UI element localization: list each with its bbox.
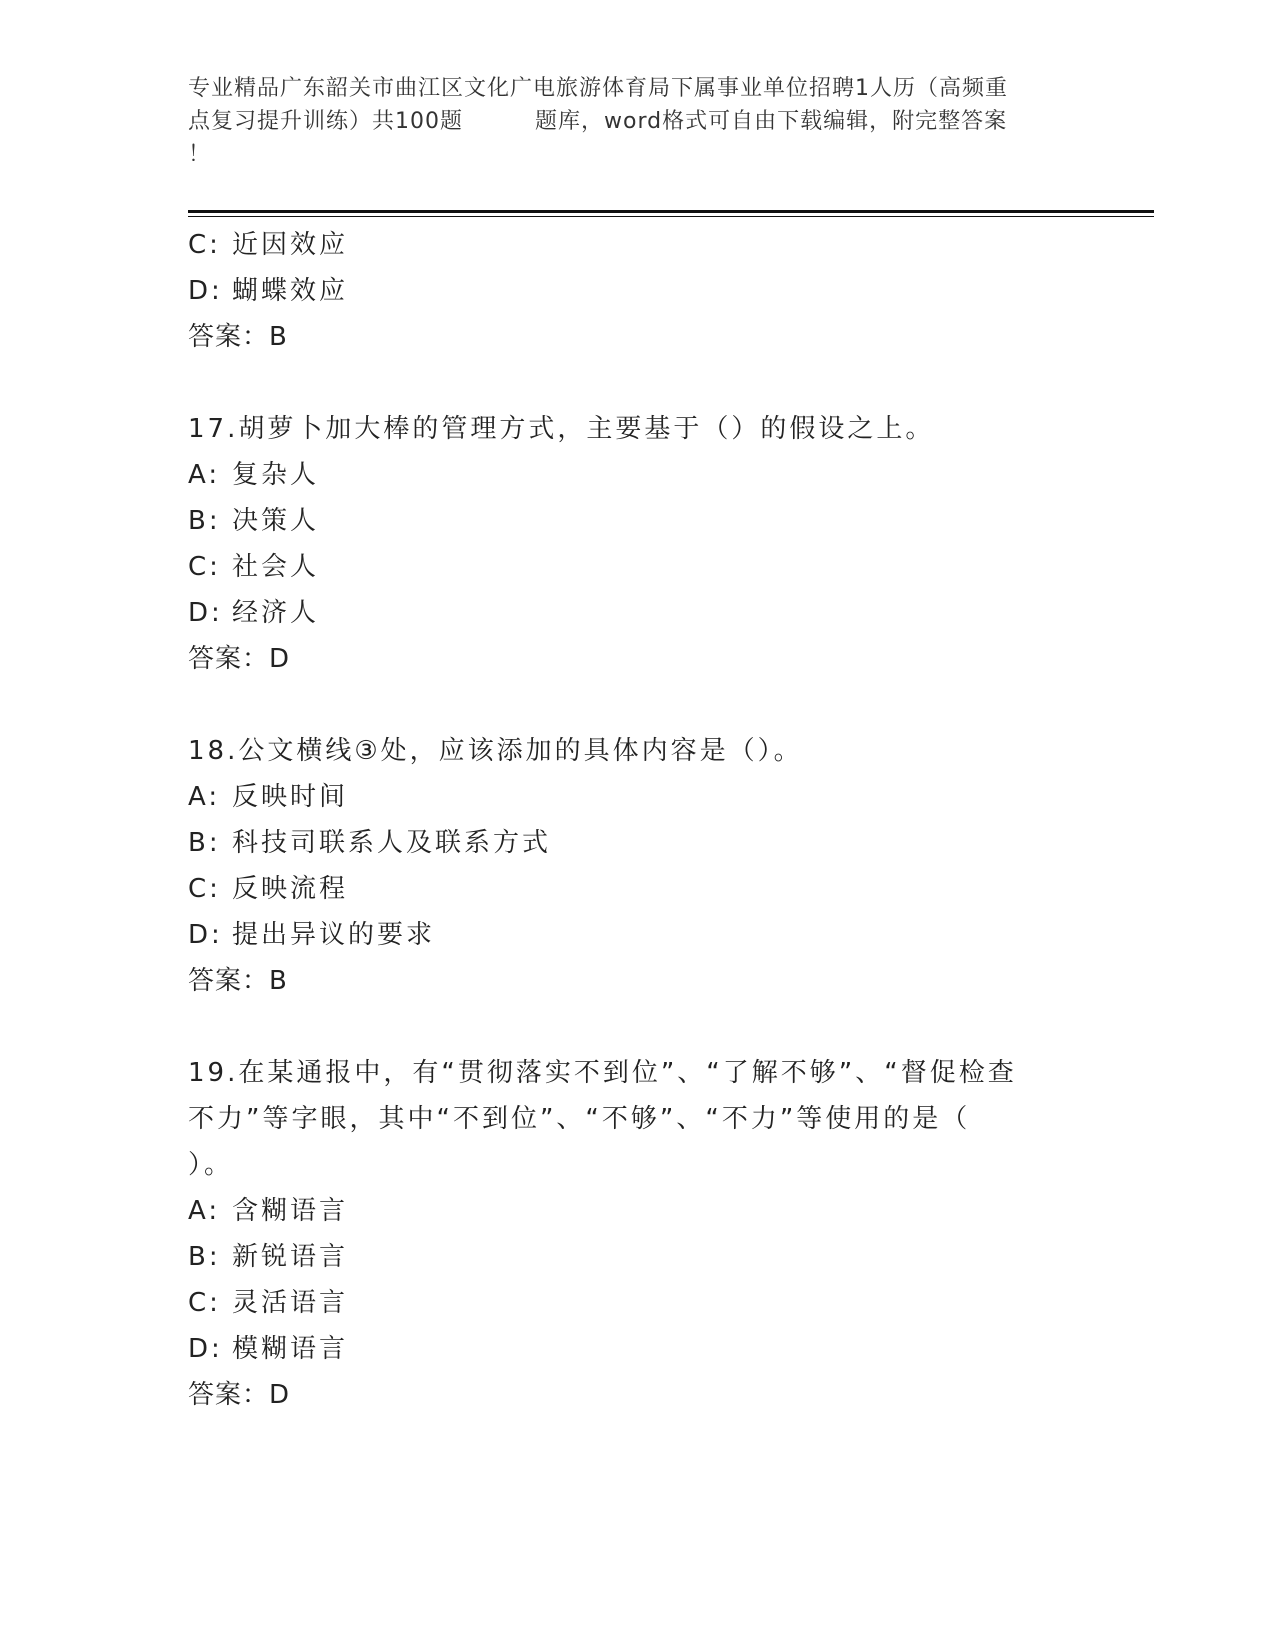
option-key: A: <box>188 460 221 490</box>
option-text: 灵活语言 <box>232 1288 349 1318</box>
option-text: 社会人 <box>232 552 320 582</box>
option-text: 科技司联系人及联系方式 <box>232 828 552 858</box>
option-row <box>188 1188 1128 1234</box>
option-key: C: <box>188 230 221 260</box>
option-key: C: <box>188 1288 221 1318</box>
option-key: A: <box>188 782 221 812</box>
option-key: D: <box>188 598 223 628</box>
option-key: B: <box>188 506 221 536</box>
question-text-line-3: ）。 <box>188 1150 234 1180</box>
option-text: 新锐语言 <box>232 1242 349 1272</box>
option-row <box>188 590 1128 636</box>
option-key: A: <box>188 1196 221 1226</box>
answer-line: 答案：D <box>188 644 291 674</box>
option-key: B: <box>188 1242 221 1272</box>
option-row <box>188 1280 1128 1326</box>
option-row <box>188 774 1128 820</box>
option-row <box>188 268 1128 314</box>
header-divider-thin <box>188 216 1154 217</box>
question-17 <box>188 406 1128 682</box>
document-header <box>188 72 1088 171</box>
option-row <box>188 222 1128 268</box>
option-text: 决策人 <box>232 506 320 536</box>
option-key: B: <box>188 828 221 858</box>
option-row <box>188 452 1128 498</box>
answer-line: 答案：D <box>188 1380 291 1410</box>
option-key: C: <box>188 874 221 904</box>
option-row <box>188 544 1128 590</box>
option-text: 蝴蝶效应 <box>232 276 349 306</box>
header-divider-thick <box>188 210 1154 213</box>
option-text: 反映流程 <box>232 874 349 904</box>
option-row <box>188 820 1128 866</box>
option-key: D: <box>188 920 223 950</box>
question-list <box>188 222 1128 1418</box>
header-line-2-part-b: 题库，word格式可自由下载编辑，附完整答案 <box>535 109 1008 134</box>
header-line-2-part-a: 点复习提升训练）共100题 <box>188 109 463 134</box>
option-text: 近因效应 <box>232 230 349 260</box>
question-text: 18.公文横线③处，应该添加的具体内容是（）。 <box>188 736 803 766</box>
option-row <box>188 498 1128 544</box>
question-text-line-2: 不力”等字眼，其中“不到位”、“不够”、“不力”等使用的是（ <box>188 1104 971 1134</box>
option-text: 模糊语言 <box>232 1334 349 1364</box>
header-line-1: 专业精品广东韶关市曲江区文化广电旅游体育局下属事业单位招聘1人历（高频重 <box>188 76 1008 101</box>
option-text: 经济人 <box>232 598 320 628</box>
option-row <box>188 1234 1128 1280</box>
question-text-line-1: 19.在某通报中，有“贯彻落实不到位”、“了解不够”、“督促检查 <box>188 1058 1017 1088</box>
option-text: 反映时间 <box>232 782 349 812</box>
option-row <box>188 912 1128 958</box>
option-text: 复杂人 <box>232 460 320 490</box>
option-text: 含糊语言 <box>232 1196 349 1226</box>
option-key: D: <box>188 276 223 306</box>
question-18 <box>188 728 1128 1004</box>
option-text: 提出异议的要求 <box>232 920 436 950</box>
option-row <box>188 866 1128 912</box>
answer-line: 答案：B <box>188 322 288 352</box>
option-key: C: <box>188 552 221 582</box>
question-text: 17.胡萝卜加大棒的管理方式，主要基于（）的假设之上。 <box>188 414 935 444</box>
question-continued <box>188 222 1128 360</box>
option-row <box>188 1326 1128 1372</box>
header-line-3: ！ <box>188 142 212 167</box>
answer-line: 答案：B <box>188 966 288 996</box>
header-line-2 <box>188 105 1088 138</box>
option-key: D: <box>188 1334 223 1364</box>
question-19 <box>188 1050 1128 1418</box>
